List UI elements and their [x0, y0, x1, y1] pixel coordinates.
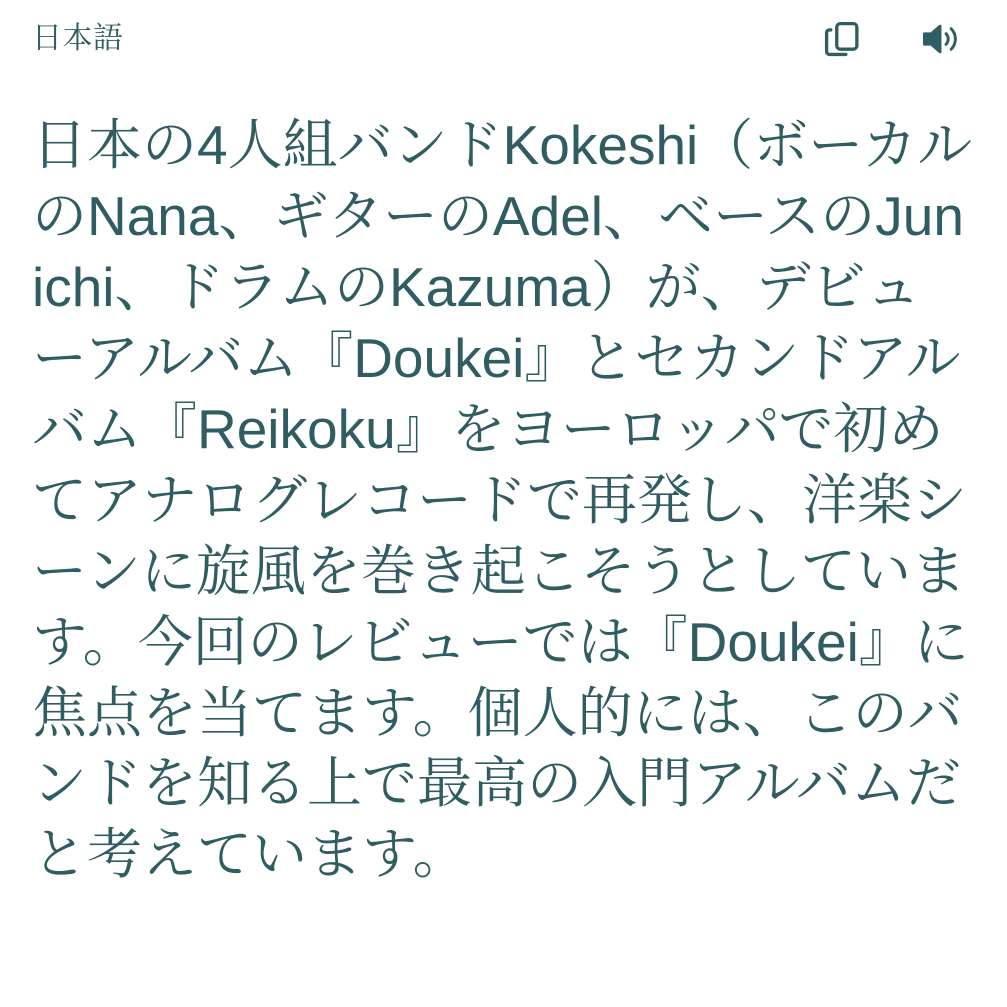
copy-icon	[821, 18, 863, 60]
panel-header	[32, 0, 975, 78]
header-actions	[819, 16, 975, 62]
listen-button[interactable]	[917, 16, 963, 62]
translated-text[interactable]: 日本の4人組バンドKokeshi（ボーカルのNana、ギターのAdel、ベースのJunichi、ドラムのKazuma）が、デビューアルバム『Doukei』とセカンドアルバム『Reikoku』をヨーロッパで初めてアナログレコードで再発し、洋楽シーンに旋風を巻き起こそうとしています。今回のレビューでは『Doukei』に焦点を当てます。個人的には、このバンドを知る上で最高の入門アルバムだと考えています。	[32, 114, 973, 886]
language-label[interactable]: 日本語	[32, 22, 124, 55]
copy-button[interactable]	[819, 16, 865, 62]
speaker-volume-icon	[918, 17, 962, 61]
